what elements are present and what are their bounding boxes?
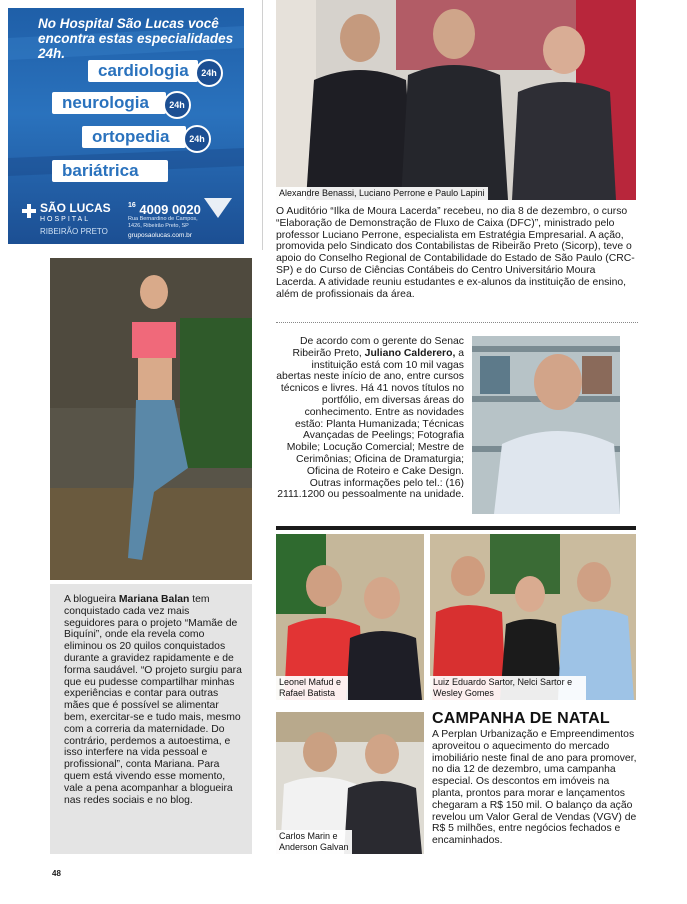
logo-sub: HOSPITAL <box>40 216 91 223</box>
hospital-cross-icon <box>22 204 36 218</box>
ad-title: No Hospital São Lucas você encontra estas especialidades 24h. <box>38 16 234 61</box>
logo-city: RIBEIRÃO PRETO <box>40 227 108 236</box>
badge-24h: 24h <box>163 91 191 119</box>
ad-url: gruposaolucas.com.br <box>128 232 192 239</box>
badge-24h: 24h <box>183 125 211 153</box>
ad-phone <box>128 202 201 217</box>
photo-natal-2 <box>430 534 636 700</box>
photo-senac-illustration <box>472 336 620 514</box>
ad-logo <box>40 202 111 238</box>
blogueira-text-before: A blogueira <box>64 594 119 605</box>
headline-natal: CAMPANHA DE NATAL <box>432 710 610 727</box>
blogueira-name: Mariana Balan <box>118 594 190 605</box>
text-senac <box>276 336 464 501</box>
photo-blogueira <box>50 258 252 580</box>
senac-text-after: a instituição está com 10 mil vagas abertas neste início de ano, entre cursos técnicos e livres. Há 41 novos títulos no portfólio, em diversas áreas do conhecimento. Entre as novidades estão: Planta Humanizada; Técnicas Avançadas de Peelings; Fotografia Mobile; Locução Comercial; Mestre de Cerimônias; Oficina de Dramaturgia; Oficina de Roteiro e Cake Design. Outras informações pelo tel.: (16) 2111.1200 ou pessoalmente na unidade. <box>276 347 464 501</box>
phone-prefix: 16 <box>128 202 136 209</box>
section-bar <box>276 526 636 530</box>
specialty-ortopedia: ortopedia <box>82 126 186 148</box>
caption-auditorio: Alexandre Benassi, Luciano Perrone e Paulo Lapini <box>276 187 488 201</box>
photo-senac-manager <box>472 336 620 514</box>
text-auditorio: O Auditório “Ilka de Moura Lacerda” recebeu, no dia 8 de dezembro, o curso “Elaboração de Demonstração de Fluxo de Caixa (DFC)”, ministrado pelo professor Luciano Perrone, especialista em Estratégia Empresarial. A ação, promovida pelo Sindicato dos Contabilistas de Ribeirão Preto (Sicorp), teve o apoio do Conselho Regional de Contabilidade do Estado de São Paulo (CRC-SP) e do Curso de Ciências Contábeis do Centro Universitário Moura Lacerda. A atividade reuniu estudantes e ex-alunos da instituição de ensino, além de profissionais da área. <box>276 206 635 300</box>
photo-natal-1 <box>276 534 424 700</box>
photo-natal-3 <box>276 712 424 854</box>
badge-24h: 24h <box>195 59 223 87</box>
caption-natal-3: Carlos Marin e Anderson Galvan <box>276 830 352 854</box>
phone-number: 4009 0020 <box>139 202 201 217</box>
photo-blogueira-illustration <box>50 258 252 580</box>
ad-address: Rua Bernardino de Campos, 1426, Ribeirão Preto, SP <box>128 216 198 229</box>
page-number: 48 <box>52 869 61 878</box>
text-natal: A Perplan Urbanização e Empreendimentos aproveitou o aquecimento do mercado imobiliário neste final de ano para promover, no dia 12 de dezembro, uma campanha especial. Os descontos em imóveis na planta, prontos para morar e lançamentos chegaram a R$ 150 mil. O balanço da ação revelou um Valor Geral de Vendas (VGV) de R$ 5 milhões, entre negócios fechados e encaminhados. <box>432 729 637 847</box>
column-divider <box>262 0 263 250</box>
specialty-bariatrica: bariátrica <box>52 160 168 182</box>
photo-auditorio-illustration <box>276 0 636 200</box>
photo-auditorio <box>276 0 636 200</box>
text-blogueira <box>64 594 242 806</box>
senac-text-before: De acordo com o gerente do Senac Ribeirão Preto, <box>292 336 464 359</box>
senac-name: Juliano Calderero, <box>364 347 456 359</box>
logo-name: SÃO LUCAS <box>40 201 111 215</box>
caption-natal-2: Luiz Eduardo Sartor, Nelci Sartor e Wesley Gomes <box>430 676 586 700</box>
specialty-neurologia: neurologia <box>52 92 166 114</box>
specialty-cardiologia: cardiologia <box>88 60 198 82</box>
ad-panel <box>8 8 244 244</box>
hospital-ad[interactable] <box>0 0 250 250</box>
section-divider <box>276 322 638 323</box>
blogueira-text-after: tem conquistado cada vez mais seguidores para o projeto “Mamãe de Biquíni”, onde ela revela como eliminou os 20 quilos conquistados durante a gravidez rapidamente e de forma saudável. “O projeto surgiu para que eu pudesse compartilhar minhas experiências e contar para outras mães que é possível se alimentar bem, exercitar-se e tudo mais, mesmo com a correria da maternidade. Do contrário, perdemos a autoestima, e isso interfere na vida pessoal e profissional”, conta Mariana. Para quem está vivendo esse momento, vale a pena acompanhar a blogueira nas redes sociais e no blog. <box>64 594 242 806</box>
caption-natal-1: Leonel Mafud e Rafael Batista <box>276 676 348 700</box>
